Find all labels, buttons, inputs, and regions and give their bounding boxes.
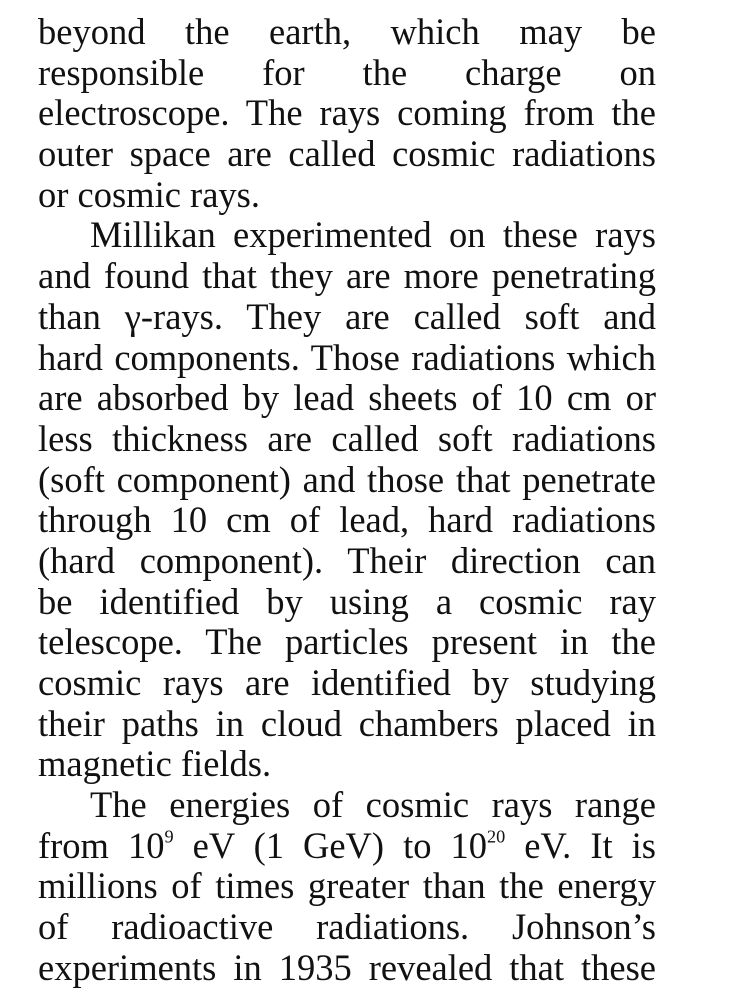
text-line: responsible for the charge on [38,51,656,93]
text-line: millions of times greater than the energy [38,865,656,907]
text-line: through 10 cm of lead, hard radiations [38,499,656,541]
text-line: (soft component) and those that penetrate [38,458,656,500]
energy-range-line [38,826,656,867]
text-line: of radioactive radiations. Johnson’s [38,906,656,948]
text-line: hard components. Those radiations which [38,336,656,378]
exponent-high: 20 [487,826,506,847]
paragraph-first-line: The energies of cosmic rays range [90,784,656,826]
text-line: less thickness are called soft radiations [38,417,656,459]
document-page [38,12,656,989]
text-line: beyond the earth, which may be [38,11,656,52]
text-line: and found that they are more penetrating [38,255,656,297]
text-line: (hard component). Their direction can [38,539,656,581]
exponent-low: 9 [164,826,174,847]
text-line: cosmic rays are identified by studying [38,662,656,703]
energy-end-text: eV. It is [505,824,656,866]
text-line: electroscope. The rays coming from the [38,92,656,134]
text-line: or cosmic rays. [38,173,260,215]
text-line: be identified by using a cosmic ray [38,580,656,622]
text-line: telescope. The particles present in the [38,621,656,663]
text-line: their paths in cloud chambers placed in [38,702,656,744]
text-line: outer space are called cosmic radiations [38,133,656,175]
text-line: than γ-rays. They are called soft and [38,295,656,337]
paragraph-first-line: Millikan experimented on these rays [90,214,656,256]
text-line: are absorbed by lead sheets of 10 cm or [38,377,656,419]
energy-from-text: from 10 [38,824,165,866]
text-line: experiments in 1935 revealed that these [38,946,656,988]
energy-mid-text: eV (1 GeV) to 10 [173,824,488,866]
text-line: magnetic fields. [38,743,272,785]
